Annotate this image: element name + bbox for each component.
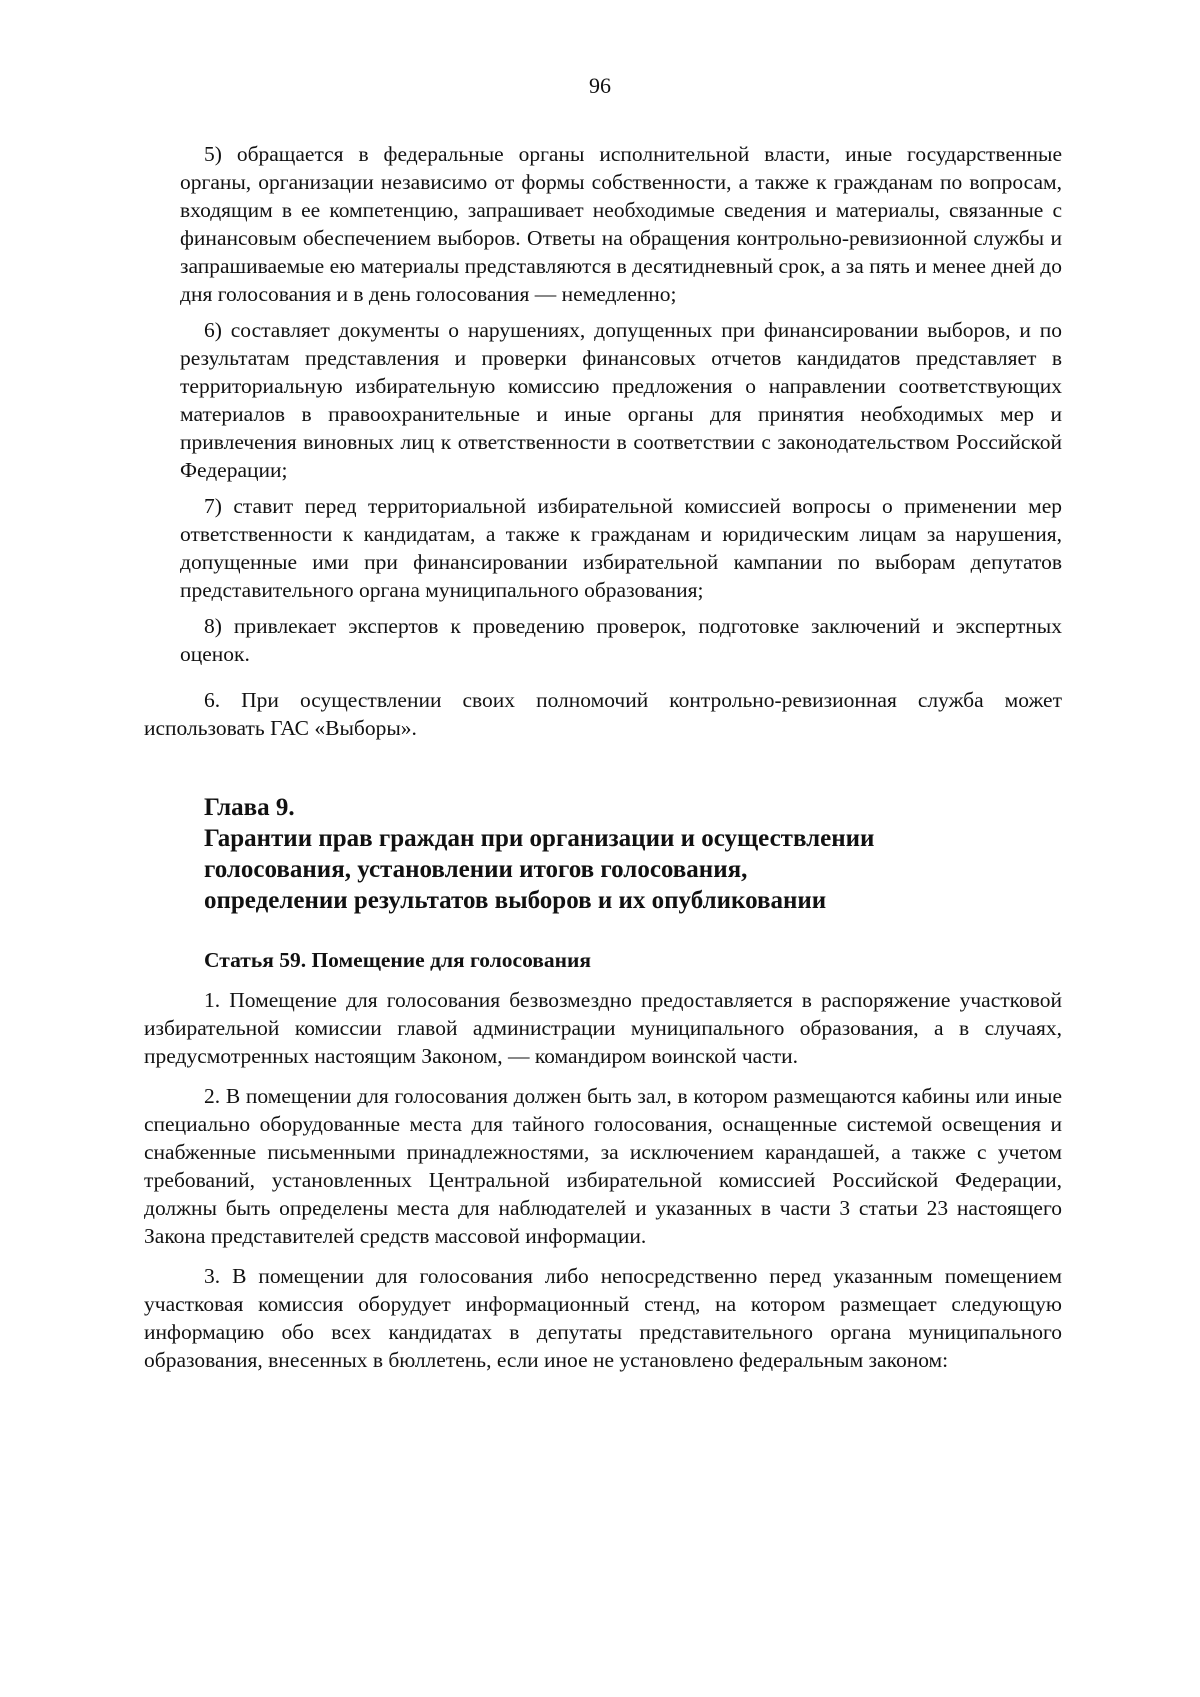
list-item-5: 5) обращается в федеральные органы исполнительной власти, иные государственные органы, организации независимо от формы собственности, а также к гражданам по вопросам, входящим в ее компетенцию, запрашивает необходимые сведения и материалы, связанные с финансовым обеспечением выборов. Ответы на обращения контрольно-ревизионной службы и запрашиваемые ею материалы представляются в десятидневный срок, а за пять и менее дней до дня голосования и в день голосования — немедленно; <box>180 142 1062 306</box>
chapter-number: Глава 9. <box>204 794 295 821</box>
article-heading: Статья 59. Помещение для голосования <box>204 948 592 972</box>
list-item-8: 8) привлекает экспертов к проведению проверок, подготовке заключений и экспертных оценок. <box>180 614 1062 666</box>
article-paragraph-2: 2. В помещении для голосования должен быть зал, в котором размещаются кабины или иные специально оборудованные места для тайного голосования, оснащенные системой освещения и снабженные письменными принадлежностями, за исключением карандашей, а также с учетом требований, установленных Центральной избирательной комиссией Российской Федерации, должны быть определены места для наблюдателей и указанных в части 3 статьи 23 настоящего Закона представителей средств массовой информации. <box>144 1084 1062 1248</box>
page-content <box>144 140 1062 1386</box>
list-item-6: 6) составляет документы о нарушениях, допущенных при финансировании выборов, и по результатам представления и проверки финансовых отчетов кандидатов представляет в территориальную избирательную комиссию предложения о направлении соответствующих материалов в правоохранительные и иные органы для принятия необходимых мер и привлечения виновных лиц к ответственности в соответствии с законодательством Российской Федерации; <box>180 318 1062 482</box>
article-paragraph-3: 3. В помещении для голосования либо непосредственно перед указанным помещением участковая комиссия оборудует информационный стенд, на котором размещает следующую информацию обо всех кандидатах в депутаты представительного органа муниципального образования, внесенных в бюллетень, если иное не установлено федеральным законом: <box>144 1264 1062 1372</box>
list-item-7: 7) ставит перед территориальной избирательной комиссией вопросы о применении мер ответственности к кандидатам, а также к гражданам и юридическим лицам за нарушения, допущенные ими при финансировании избирательной кампании по выборам депутатов представительного органа муниципального образования; <box>180 494 1062 602</box>
chapter-title: Гарантии прав граждан при организации и осуществлении голосования, установлении итогов голосования, определении результатов выборов и их опубликовании <box>204 825 875 914</box>
paragraph-6: 6. При осуществлении своих полномочий контрольно-ревизионная служба может использовать ГАС «Выборы». <box>144 688 1062 740</box>
page-number: 96 <box>589 73 611 98</box>
chapter-heading <box>204 792 1004 916</box>
article-paragraph-1: 1. Помещение для голосования безвозмездно предоставляется в распоряжение участковой избирательной комиссии главой администрации муниципального образования, а в случаях, предусмотренных настоящим Законом, — командиром воинской части. <box>144 988 1062 1068</box>
